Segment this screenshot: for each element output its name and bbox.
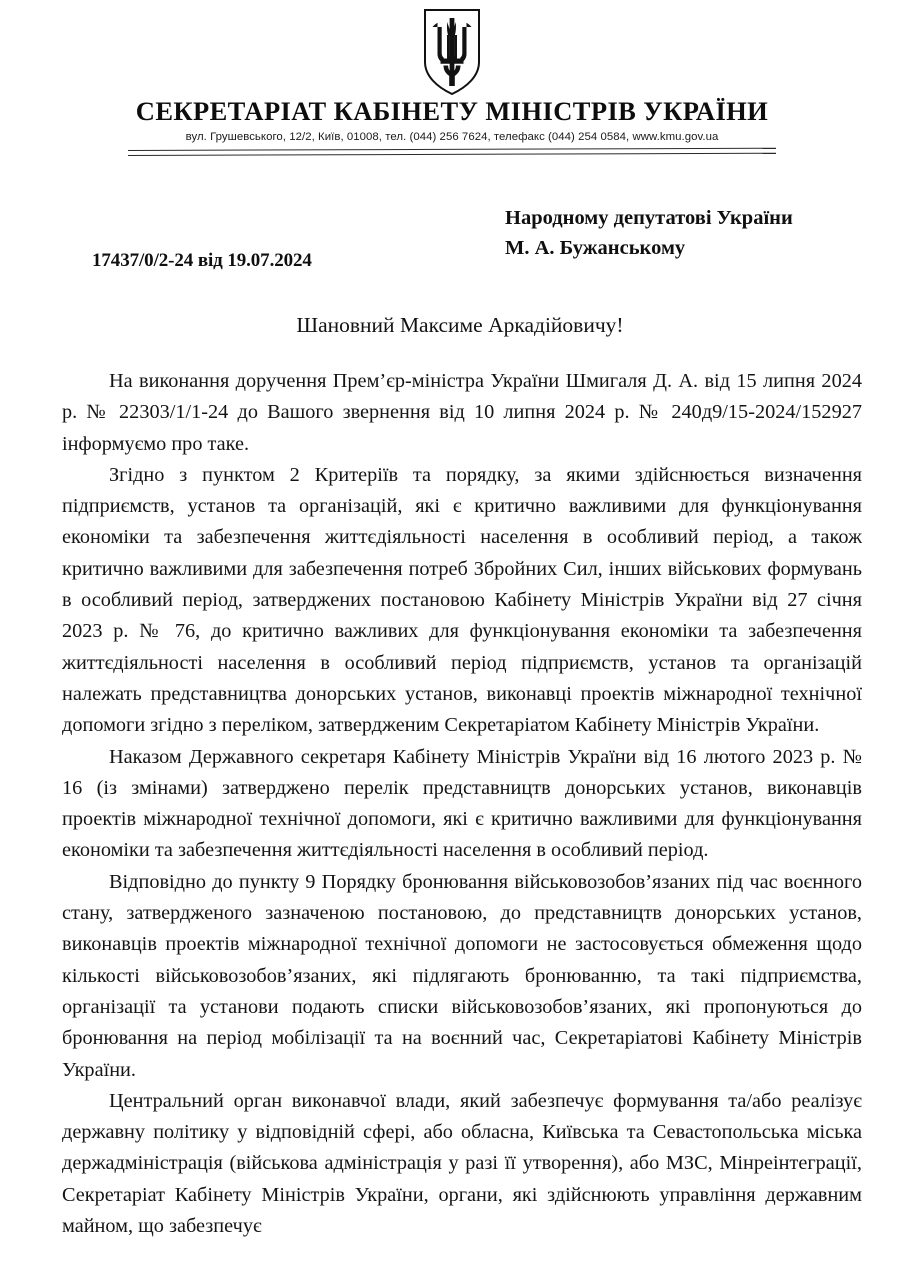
organization-address: вул. Грушевського, 12/2, Київ, 01008, тел. (044) 256 7624, телефакс (044) 254 0584, www.kmu.gov.ua	[185, 130, 719, 143]
body-paragraph: На виконання доручення Прем’єр-міністра України Шмигаля Д. А. від 15 липня 2024 р. № 22303/1/1-24 до Вашого звернення від 10 липня 2024 р. № 240д9/15-2024/152927 інформуємо про таке.	[62, 370, 862, 455]
body-paragraph: Відповідно до пункту 9 Порядку бронювання військовозобов’язаних під час воєнного стану, затвердженого зазначеною постановою, до представництв донорських установ, виконавців проектів міжнародної технічної допомоги не застосовується обмеження щодо кількості військовозобов’язаних, які підлягають бронюванню, та такі підприємства, організації та установи подають списки військовозобов’язаних, які пропонуються до бронювання на період мобілізації та на воєнний час, Секретаріатові Кабінету Міністрів України.	[62, 870, 862, 1081]
organization-title: СЕКРЕТАРІАТ КАБІНЕТУ МІНІСТРІВ УКРАЇНИ	[135, 96, 769, 126]
body-paragraph: Згідно з пунктом 2 Критеріїв та порядку, за якими здійснюється визначення підприємств, установ та організацій, які є критично важливими для функціонування економіки та забезпечення життєдіяльності населення в особливий період, а також критично важливими для забезпечення потреб Збройних Сил, інших військових формувань в особливий період, затверджених постановою Кабінету Міністрів України від 27 січня 2023 р. № 76, до критично важливих для функціонування економіки та забезпечення життєдіяльності населення в особливий період підприємств, установ та організацій належать представництва донорських установ, виконавці проектів міжнародної технічної допомоги згідно з переліком, затвердженим Секретаріатом Кабінету Міністрів України.	[62, 463, 862, 737]
body-paragraph: Наказом Державного секретаря Кабінету Міністрів України від 16 лютого 2023 р. № 16 (із змінами) затверджено перелік представництв донорських установ, виконавців проектів міжнародної технічної допомоги, які є критично важливими для функціонування економіки та забезпечення життєдіяльності населення в особливий період.	[62, 745, 862, 862]
letter-body	[62, 366, 862, 1242]
addressee-line-2: М. А. Бужанському	[505, 237, 686, 259]
letterhead	[0, 0, 904, 157]
document-meta	[0, 203, 904, 283]
salutation: Шановний Максиме Аркадійовичу!	[296, 313, 624, 337]
body-paragraph: Центральний орган виконавчої влади, який забезпечує формування та/або реалізує державну політику у відповідній сфері, або обласна, Київська та Севастопольська міська держадміністрація (військова адміністрація у разі її утворення), або МЗС, Мінреінтеграції, Секретаріат Кабінету Міністрів України, органи, які здійснюють управління державним майном, що забезпечує	[62, 1089, 862, 1238]
header-divider	[128, 148, 776, 157]
addressee-line-1: Народному депутатові України	[505, 207, 793, 229]
divider-line-bottom	[128, 153, 776, 157]
document-reference-number: 17437/0/2-24 від 19.07.2024	[92, 250, 312, 271]
addressee-block	[505, 203, 793, 263]
divider-line-top	[128, 148, 776, 151]
emblem-container	[0, 0, 904, 96]
ukraine-trident-coat-of-arms-icon	[421, 8, 483, 96]
